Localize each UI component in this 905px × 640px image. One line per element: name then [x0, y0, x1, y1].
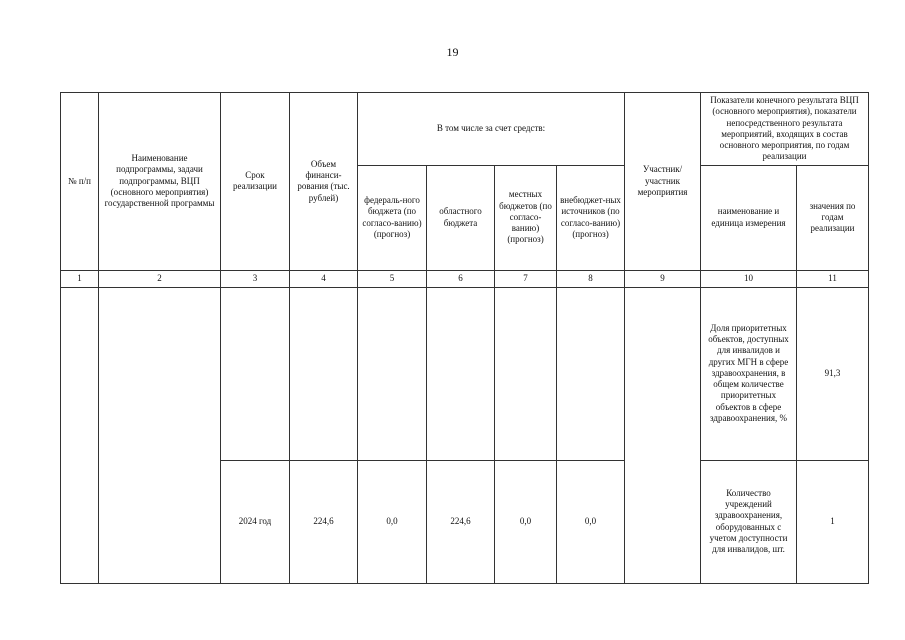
header-indicators-group: Показатели конечного результата ВЦП (основного мероприятия), показатели непосредственного результата мероприятий, входящих в состав основного мероприятия, по годам реализации	[701, 93, 869, 166]
volume-cell	[290, 287, 358, 460]
row-number-cell	[61, 287, 99, 583]
header-indicator-name: наименование и единица измерения	[701, 165, 797, 270]
header-regional: областного бюджета	[427, 165, 495, 270]
regional-cell	[427, 287, 495, 460]
header-indicator-values: значения по годам реализации	[797, 165, 869, 270]
column-number: 1	[61, 270, 99, 287]
volume-cell: 224,6	[290, 460, 358, 583]
header-period: Срок реализации	[221, 93, 290, 271]
period-cell: 2024 год	[221, 460, 290, 583]
header-participant: Участник/ участник мероприятия	[625, 93, 701, 271]
page-number: 19	[446, 45, 459, 59]
column-number: 3	[221, 270, 290, 287]
federal-cell	[358, 287, 427, 460]
header-row-top	[61, 93, 869, 166]
regional-cell: 224,6	[427, 460, 495, 583]
indicator-name-cell: Доля приоритетных объектов, доступных для инвалидов и других МГН в сфере здравоохранения, в общем количестве приоритетных объектов в сфере здравоохранения, %	[701, 287, 797, 460]
column-number: 8	[557, 270, 625, 287]
federal-cell: 0,0	[358, 460, 427, 583]
column-numbers-row	[61, 270, 869, 287]
period-cell	[221, 287, 290, 460]
header-program-name: Наименование подпрограммы, задачи подпрограммы, ВЦП (основного мероприятия) государственной программы	[99, 93, 221, 271]
column-number: 7	[495, 270, 557, 287]
local-cell	[495, 287, 557, 460]
indicator-value-cell: 1	[797, 460, 869, 583]
column-number: 6	[427, 270, 495, 287]
extra-cell	[557, 287, 625, 460]
table-row	[61, 287, 869, 460]
participant-cell	[625, 287, 701, 583]
indicator-value-cell: 91,3	[797, 287, 869, 460]
program-name-cell	[99, 287, 221, 583]
column-number: 9	[625, 270, 701, 287]
header-funding-group: В том числе за счет средств:	[358, 93, 625, 166]
column-number: 2	[99, 270, 221, 287]
header-extra: внебюджет-ных источников (по согласо-ванию) (прогноз)	[557, 165, 625, 270]
header-volume: Объем финанси-рования (тыс. рублей)	[290, 93, 358, 271]
program-table	[60, 92, 869, 584]
indicator-name-cell: Количество учреждений здравоохранения, оборудованных с учетом доступности для инвалидов, шт.	[701, 460, 797, 583]
column-number: 10	[701, 270, 797, 287]
column-number: 5	[358, 270, 427, 287]
header-federal: федераль-ного бюджета (по согласо-ванию) (прогноз)	[358, 165, 427, 270]
column-number: 4	[290, 270, 358, 287]
header-row-number: № п/п	[61, 93, 99, 271]
extra-cell: 0,0	[557, 460, 625, 583]
header-local: местных бюджетов (по согласо-ванию) (прогноз)	[495, 165, 557, 270]
local-cell: 0,0	[495, 460, 557, 583]
column-number: 11	[797, 270, 869, 287]
